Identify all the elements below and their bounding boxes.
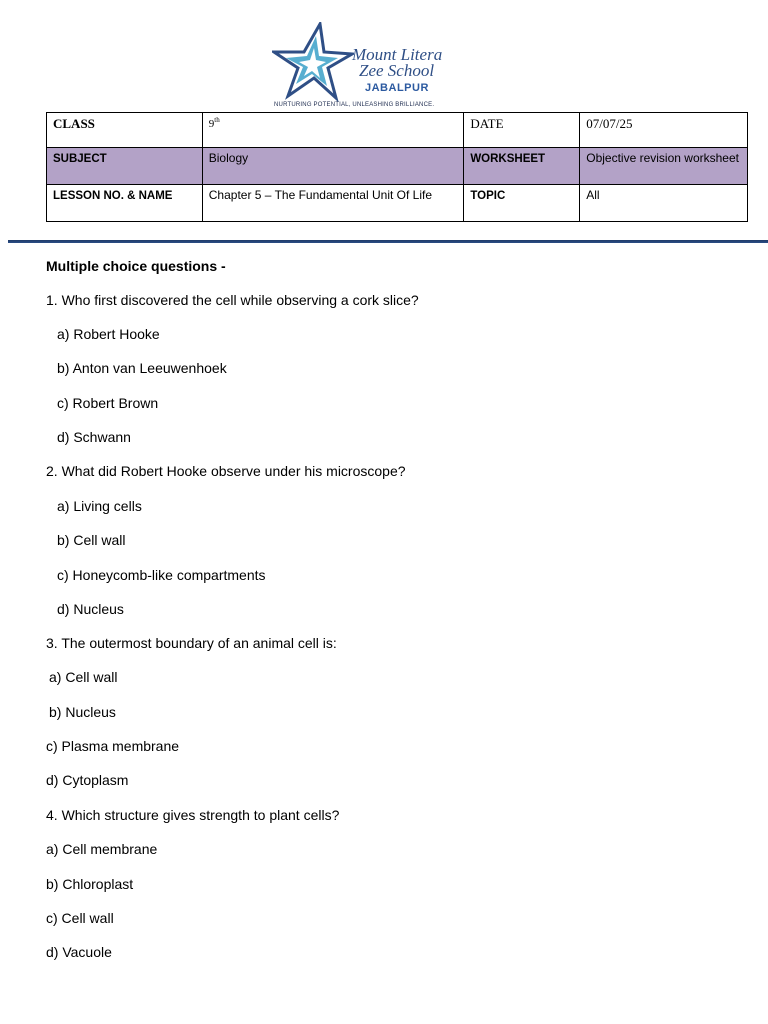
class-label-cell: [47, 113, 203, 148]
question-3: 3. The outermost boundary of an animal cell is:: [46, 635, 337, 651]
question-2-option-b: b) Cell wall: [57, 532, 126, 548]
question-4-option-d: d) Vacuole: [46, 944, 112, 960]
question-1-option-b: b) Anton van Leeuwenhoek: [57, 360, 227, 376]
question-3-option-a: a) Cell wall: [49, 669, 118, 685]
worksheet-label-cell: [464, 148, 580, 185]
question-4-option-b: b) Chloroplast: [46, 876, 134, 892]
topic-label: TOPIC: [470, 190, 506, 202]
question-2: 2. What did Robert Hooke observe under his microscope?: [46, 463, 406, 479]
question-4-option-c: c) Cell wall: [46, 910, 114, 926]
class-label: CLASS: [53, 116, 95, 131]
class-value-sup: th: [214, 116, 220, 124]
subject-value-cell: [202, 148, 464, 185]
lesson-label: LESSON NO. & NAME: [53, 190, 173, 202]
worksheet-value: Objective revision worksheet: [586, 151, 739, 165]
class-value-cell: [202, 113, 464, 148]
class-value: 9: [208, 118, 215, 130]
question-1: 1. Who first discovered the cell while observing a cork slice?: [46, 292, 419, 308]
subject-label: SUBJECT: [53, 153, 107, 165]
subject-value: Biology: [208, 151, 249, 165]
worksheet-info-table: [46, 112, 748, 222]
question-4: 4. Which structure gives strength to plant cells?: [46, 807, 340, 823]
school-logo: [272, 22, 462, 112]
lesson-value-cell: [202, 185, 464, 222]
question-3-option-b: b) Nucleus: [49, 704, 116, 720]
section-heading: Multiple choice questions -: [46, 258, 226, 274]
question-1-option-c: c) Robert Brown: [57, 395, 159, 411]
topic-label-cell: [464, 185, 580, 222]
school-tagline: NURTURING POTENTIAL, UNLEASHING BRILLIANCE.: [274, 102, 435, 108]
worksheet-label: WORKSHEET: [470, 153, 546, 165]
table-row: [47, 113, 748, 148]
table-row: [47, 148, 748, 185]
date-value: 07/07/25: [586, 116, 633, 131]
school-city: JABALPUR: [365, 82, 429, 94]
date-value-cell: [580, 113, 748, 148]
question-2-option-c: c) Honeycomb-like compartments: [57, 567, 266, 583]
question-2-option-d: d) Nucleus: [57, 601, 124, 617]
star-logo-icon: [272, 22, 354, 102]
question-1-option-d: d) Schwann: [57, 429, 131, 445]
question-2-option-a: a) Living cells: [57, 498, 142, 514]
header-divider: [8, 240, 768, 243]
worksheet-value-cell: [580, 148, 748, 185]
question-4-option-a: a) Cell membrane: [46, 841, 158, 857]
topic-value-cell: [580, 185, 748, 222]
question-3-option-c: c) Plasma membrane: [46, 738, 180, 754]
date-label-cell: [464, 113, 580, 148]
table-row: [47, 185, 748, 222]
subject-label-cell: [47, 148, 203, 185]
lesson-value: Chapter 5 – The Fundamental Unit Of Life: [208, 188, 433, 202]
question-3-option-d: d) Cytoplasm: [46, 772, 129, 788]
topic-value: All: [586, 188, 600, 202]
date-label: DATE: [470, 116, 504, 131]
lesson-label-cell: [47, 185, 203, 222]
question-1-option-a: a) Robert Hooke: [57, 326, 160, 342]
school-name-line1: Mount Litera: [352, 45, 443, 64]
school-name-line2: Zee School: [359, 61, 435, 80]
